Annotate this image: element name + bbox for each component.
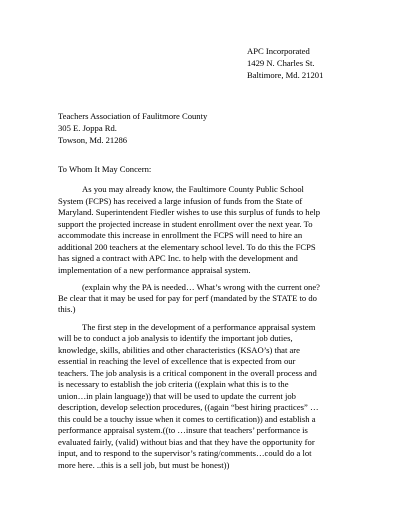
paragraph-3-line: knowledge, skills, abilities and other characteristics (KSAO’s) that are: [58, 345, 300, 355]
paragraph-3-line: is necessary to establish the job criteria ((explain what this is to the: [58, 379, 289, 389]
paragraph-1-line: has signed a contract with APC Inc. to help with the development and: [58, 253, 298, 263]
recipient-city: Towson, Md. 21286: [58, 135, 128, 145]
paragraph-1-line: support the projected increase in student enrollment over the next year. To: [58, 219, 313, 229]
paragraph-3-line: description, develop selection procedures, ((again “best hiring practices” …: [58, 402, 319, 412]
salutation: To Whom It May Concern:: [58, 164, 152, 174]
paragraph-2-line: Be clear that it may be used for pay for perf (mandated by the STATE to do: [58, 293, 317, 303]
paragraph-1-line: accommodate this increase in enrollment the FCPS will need to hire an: [58, 230, 303, 240]
paragraph-2-line: (explain why the PA is needed… What’s wrong with the current one?: [82, 282, 320, 292]
paragraph-3-line: evaluated fairly, (valid) without bias and that they have the opportunity for: [58, 437, 315, 447]
recipient-street: 305 E. Joppa Rd.: [58, 123, 117, 133]
paragraph-3-line: essential in reaching the level of excellence that is expected from our: [58, 356, 296, 366]
paragraph-2-line: this.): [58, 304, 76, 314]
sender-city: Baltimore, Md. 21201: [247, 70, 324, 80]
paragraph-3-line: The first step in the development of a performance appraisal system: [82, 322, 316, 332]
paragraph-3-line: input, and to respond to the supervisor’s rating/comments…could do a lot: [58, 448, 312, 458]
paragraph-1-line: implementation of a new performance appraisal system.: [58, 265, 251, 275]
paragraph-3-line: more here. ..this is a sell job, but must be honest)): [58, 460, 230, 470]
sender-street: 1429 N. Charles St.: [247, 58, 315, 68]
paragraph-3-line: union…in plain language)) that will be used to update the current job: [58, 391, 296, 401]
paragraph-3-line: this could be a touchy issue when it comes to certification)) and establish a: [58, 414, 316, 424]
sender-company: APC Incorporated: [247, 46, 310, 56]
recipient-name: Teachers Association of Faulitmore County: [58, 111, 208, 121]
paragraph-1-line: additional 200 teachers at the elementary school level. To do this the FCPS: [58, 242, 316, 252]
paragraph-1-line: Maryland. Superintendent Fiedler wishes to use this surplus of funds to help: [58, 207, 321, 217]
paragraph-1-line: System (FCPS) has received a large infusion of funds from the State of: [58, 196, 303, 206]
paragraph-3-line: teachers. The job analysis is a critical component in the overall process and: [58, 368, 317, 378]
paragraph-3-line: will be to conduct a job analysis to identify the important job duties,: [58, 333, 293, 343]
paragraph-3-line: performance appraisal system.((to …insure that teachers’ performance is: [58, 425, 308, 435]
paragraph-1-line: As you may already know, the Faultimore County Public School: [82, 184, 304, 194]
